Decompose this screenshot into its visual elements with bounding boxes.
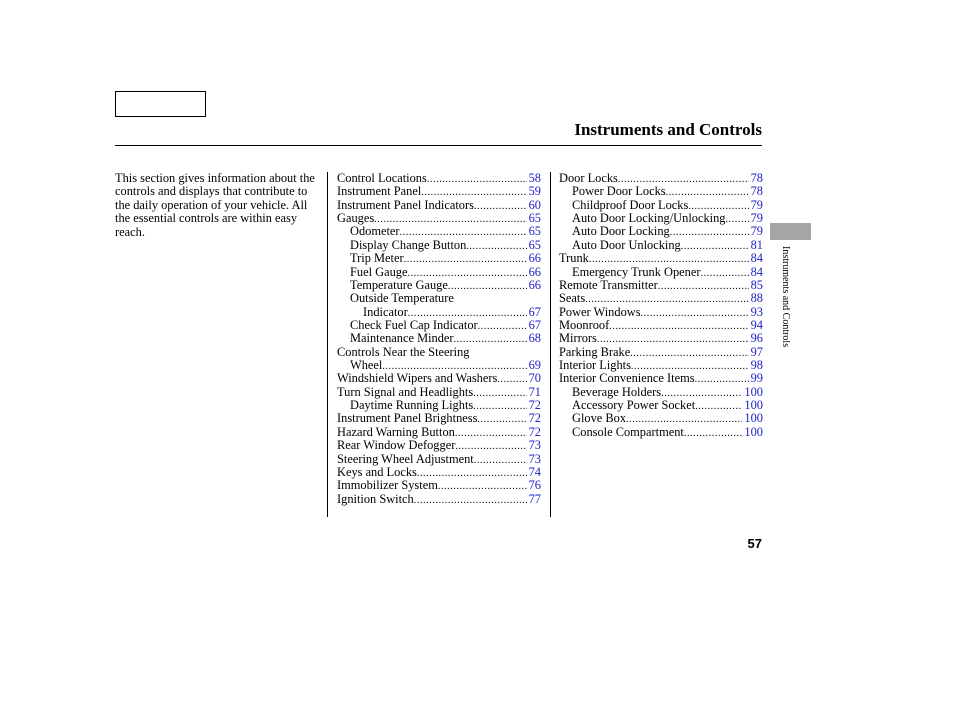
toc-page-link[interactable]: 60 — [528, 197, 541, 212]
page-title: Instruments and Controls — [574, 120, 762, 139]
toc-entry[interactable] — [559, 225, 763, 238]
toc-leader-dots — [427, 173, 527, 186]
toc-entry[interactable] — [559, 172, 763, 185]
toc-entry-label: Parking Brake — [559, 344, 631, 359]
toc-page-link[interactable]: 66 — [528, 264, 541, 279]
toc-leader-dots — [681, 240, 749, 253]
toc-entry[interactable] — [337, 212, 541, 225]
toc-entry-label: Windshield Wipers and Washers — [337, 371, 498, 386]
toc-page-link[interactable]: 69 — [528, 358, 541, 373]
toc-entry-label: Interior Lights — [559, 358, 631, 373]
toc-page-link[interactable]: 65 — [528, 237, 541, 252]
side-tab-label: Instruments and Controls — [780, 246, 791, 348]
toc-entry-label: Fuel Gauge — [350, 264, 408, 279]
toc-page-link[interactable]: 85 — [750, 277, 763, 292]
toc-page-link[interactable]: 96 — [750, 331, 763, 346]
toc-entry[interactable] — [559, 426, 763, 439]
toc-entry-label: Childproof Door Locks — [572, 197, 689, 212]
toc-entry-label: Power Door Locks — [572, 184, 666, 199]
toc-entry[interactable] — [337, 306, 541, 319]
toc-entry-label: Odometer — [350, 224, 400, 239]
column-divider-left — [327, 172, 328, 517]
toc-entry-label: Steering Wheel Adjustment — [337, 451, 474, 466]
toc-page-link[interactable]: 88 — [750, 291, 763, 306]
toc-page-link[interactable]: 70 — [528, 371, 541, 386]
toc-page-link[interactable]: 68 — [528, 331, 541, 346]
toc-entry[interactable] — [337, 359, 541, 372]
toc-entry[interactable] — [559, 212, 763, 225]
toc-entry[interactable] — [337, 266, 541, 279]
toc-entry-label: Rear Window Defogger — [337, 438, 456, 453]
column-divider-right — [550, 172, 551, 517]
toc-entry[interactable] — [559, 252, 763, 265]
toc-leader-dots — [658, 280, 749, 293]
toc-page-link[interactable]: 79 — [750, 197, 763, 212]
toc-entry — [337, 292, 541, 305]
toc-entry-label: Temperature Gauge — [350, 277, 448, 292]
toc-page-link[interactable]: 79 — [750, 211, 763, 226]
toc-page-link[interactable]: 59 — [528, 184, 541, 199]
toc-entry[interactable] — [559, 332, 763, 345]
toc-entry[interactable] — [337, 439, 541, 452]
toc-entry[interactable] — [337, 479, 541, 492]
section-tab[interactable] — [770, 223, 811, 240]
toc-page-link[interactable]: 93 — [750, 304, 763, 319]
toc-leader-dots — [726, 213, 749, 226]
toc-entry[interactable] — [337, 399, 541, 412]
toc-leader-dots — [695, 373, 749, 386]
toc-entry[interactable] — [337, 412, 541, 425]
toc-entry-label: Remote Transmitter — [559, 277, 658, 292]
toc-leader-dots — [474, 200, 527, 213]
toc-leader-dots — [700, 267, 748, 280]
toc-entry-label: Daytime Running Lights — [350, 398, 474, 413]
toc-entry[interactable] — [337, 185, 541, 198]
toc-entry-label: Accessory Power Socket — [572, 398, 696, 413]
toc-entry[interactable] — [337, 332, 541, 345]
toc-entry-label: Control Locations — [337, 171, 427, 185]
toc-entry-label: Moonroof — [559, 317, 610, 332]
toc-page-link[interactable]: 97 — [750, 344, 763, 359]
toc-entry-label: Turn Signal and Headlights — [337, 384, 474, 399]
toc-page-link[interactable]: 99 — [750, 371, 763, 386]
toc-entry[interactable] — [559, 399, 763, 412]
toc-entry[interactable] — [337, 279, 541, 292]
toc-leader-dots — [641, 307, 749, 320]
toc-page-link[interactable]: 66 — [528, 251, 541, 266]
toc-entry-label: Glove Box — [572, 411, 627, 426]
toc-leader-dots — [497, 373, 526, 386]
header-rule — [115, 145, 762, 146]
toc-page-link[interactable]: 72 — [528, 398, 541, 413]
toc-page-link[interactable]: 73 — [528, 451, 541, 466]
toc-page-link[interactable]: 84 — [750, 251, 763, 266]
toc-entry[interactable] — [559, 185, 763, 198]
toc-entry-label: Interior Convenience Items — [559, 371, 695, 386]
toc-page-link[interactable]: 94 — [750, 317, 763, 332]
toc-page-link[interactable]: 100 — [744, 384, 763, 399]
toc-page-link[interactable]: 100 — [744, 411, 763, 426]
intro-paragraph: This section gives information about the controls and displays that contribute to the daily operation of your vehicle. All the essential controls are within easy reach. — [115, 171, 315, 239]
toc-page-link[interactable]: 78 — [750, 184, 763, 199]
toc-entry[interactable] — [559, 412, 763, 425]
toc-entry[interactable] — [337, 493, 541, 506]
toc-leader-dots — [478, 320, 527, 333]
toc-page-link[interactable]: 79 — [750, 224, 763, 239]
toc-leader-dots — [609, 320, 748, 333]
toc-page-link[interactable]: 100 — [744, 424, 763, 439]
toc-entry[interactable] — [337, 239, 541, 252]
toc-leader-dots — [630, 347, 748, 360]
toc-entry[interactable] — [337, 252, 541, 265]
toc-entry-label: Check Fuel Cap Indicator — [350, 317, 478, 332]
toc-entry-label: Auto Door Locking — [572, 224, 670, 239]
toc-entry[interactable] — [337, 466, 541, 479]
toc-entry-label: Emergency Trunk Opener — [572, 264, 701, 279]
toc-leader-dots — [473, 400, 526, 413]
toc-entry-label: Instrument Panel Brightness — [337, 411, 478, 426]
toc-leader-dots — [477, 413, 526, 426]
toc-entry[interactable] — [559, 292, 763, 305]
toc-page-link[interactable]: 67 — [528, 317, 541, 332]
toc-entry-label: Outside Temperature — [350, 291, 454, 306]
toc-entry[interactable] — [337, 319, 541, 332]
toc-leader-dots — [684, 427, 743, 440]
toc-entry-label: Controls Near the Steering — [337, 344, 470, 359]
toc-entry-label: Display Change Button — [350, 237, 467, 252]
toc-leader-dots — [448, 280, 527, 293]
nav-box — [115, 91, 206, 117]
toc-page-link[interactable]: 77 — [528, 491, 541, 506]
toc-page-link[interactable]: 84 — [750, 264, 763, 279]
toc-leader-dots — [455, 427, 527, 440]
toc-entry[interactable] — [337, 453, 541, 466]
toc-entry[interactable] — [559, 199, 763, 212]
toc-entry-label: Ignition Switch — [337, 491, 414, 506]
toc-leader-dots — [466, 240, 526, 253]
toc-page-link[interactable]: 72 — [528, 411, 541, 426]
toc-entry[interactable] — [559, 359, 763, 372]
toc-page-link[interactable]: 73 — [528, 438, 541, 453]
toc-column-2 — [559, 172, 763, 439]
toc-entry[interactable] — [337, 199, 541, 212]
toc-entry[interactable] — [559, 306, 763, 319]
toc-page-link[interactable]: 78 — [750, 171, 763, 185]
toc-entry[interactable] — [559, 319, 763, 332]
toc-entry[interactable] — [559, 386, 763, 399]
toc-entry[interactable] — [337, 225, 541, 238]
toc-entry[interactable] — [559, 279, 763, 292]
toc-column-1 — [337, 172, 541, 506]
toc-page-link[interactable]: 58 — [528, 171, 541, 185]
toc-entry-label: Seats — [559, 291, 586, 306]
page-number: 57 — [747, 536, 762, 551]
toc-entry-label: Auto Door Locking/Unlocking — [572, 211, 726, 226]
toc-page-link[interactable]: 67 — [528, 304, 541, 319]
toc-leader-dots — [404, 253, 527, 266]
toc-entry-label: Maintenance Minder — [350, 331, 454, 346]
toc-entry-label: Mirrors — [559, 331, 597, 346]
toc-entry-label: Hazard Warning Button — [337, 424, 455, 439]
toc-entry[interactable] — [337, 386, 541, 399]
toc-leader-dots — [474, 454, 527, 467]
toc-entry-label: Gauges — [337, 211, 375, 226]
toc-leader-dots — [670, 226, 749, 239]
toc-entry-label: Beverage Holders — [572, 384, 662, 399]
toc-page-link[interactable]: 100 — [744, 398, 763, 413]
toc-entry-label: Indicator — [363, 304, 408, 319]
toc-page-link[interactable]: 81 — [750, 237, 763, 252]
toc-entry-label: Immobilizer System — [337, 478, 438, 493]
toc-entry[interactable] — [559, 266, 763, 279]
toc-entry-label: Instrument Panel Indicators — [337, 197, 474, 212]
toc-page-link[interactable]: 66 — [528, 277, 541, 292]
toc-entry-label: Door Locks — [559, 171, 618, 185]
toc-page-link[interactable]: 65 — [528, 224, 541, 239]
toc-entry[interactable] — [559, 346, 763, 359]
toc-entry — [337, 346, 541, 359]
toc-page-link[interactable]: 71 — [528, 384, 541, 399]
toc-entry[interactable] — [559, 372, 763, 385]
toc-entry[interactable] — [337, 172, 541, 185]
toc-entry-label: Power Windows — [559, 304, 641, 319]
toc-entry-label: Wheel — [350, 358, 383, 373]
toc-entry-label: Trip Meter — [350, 251, 404, 266]
toc-page-link[interactable]: 76 — [528, 478, 541, 493]
toc-leader-dots — [414, 494, 527, 507]
toc-page-link[interactable]: 65 — [528, 211, 541, 226]
toc-page-link[interactable]: 72 — [528, 424, 541, 439]
toc-leader-dots — [438, 480, 527, 493]
toc-entry[interactable] — [337, 426, 541, 439]
toc-page-link[interactable]: 74 — [528, 464, 541, 479]
toc-entry[interactable] — [559, 239, 763, 252]
toc-entry-label: Keys and Locks — [337, 464, 417, 479]
toc-entry-label: Instrument Panel — [337, 184, 422, 199]
toc-entry-label: Auto Door Unlocking — [572, 237, 681, 252]
toc-leader-dots — [695, 400, 742, 413]
toc-entry-label: Console Compartment — [572, 424, 684, 439]
toc-leader-dots — [473, 387, 526, 400]
toc-entry-label: Trunk — [559, 251, 589, 266]
toc-page-link[interactable]: 98 — [750, 358, 763, 373]
toc-entry[interactable] — [337, 372, 541, 385]
